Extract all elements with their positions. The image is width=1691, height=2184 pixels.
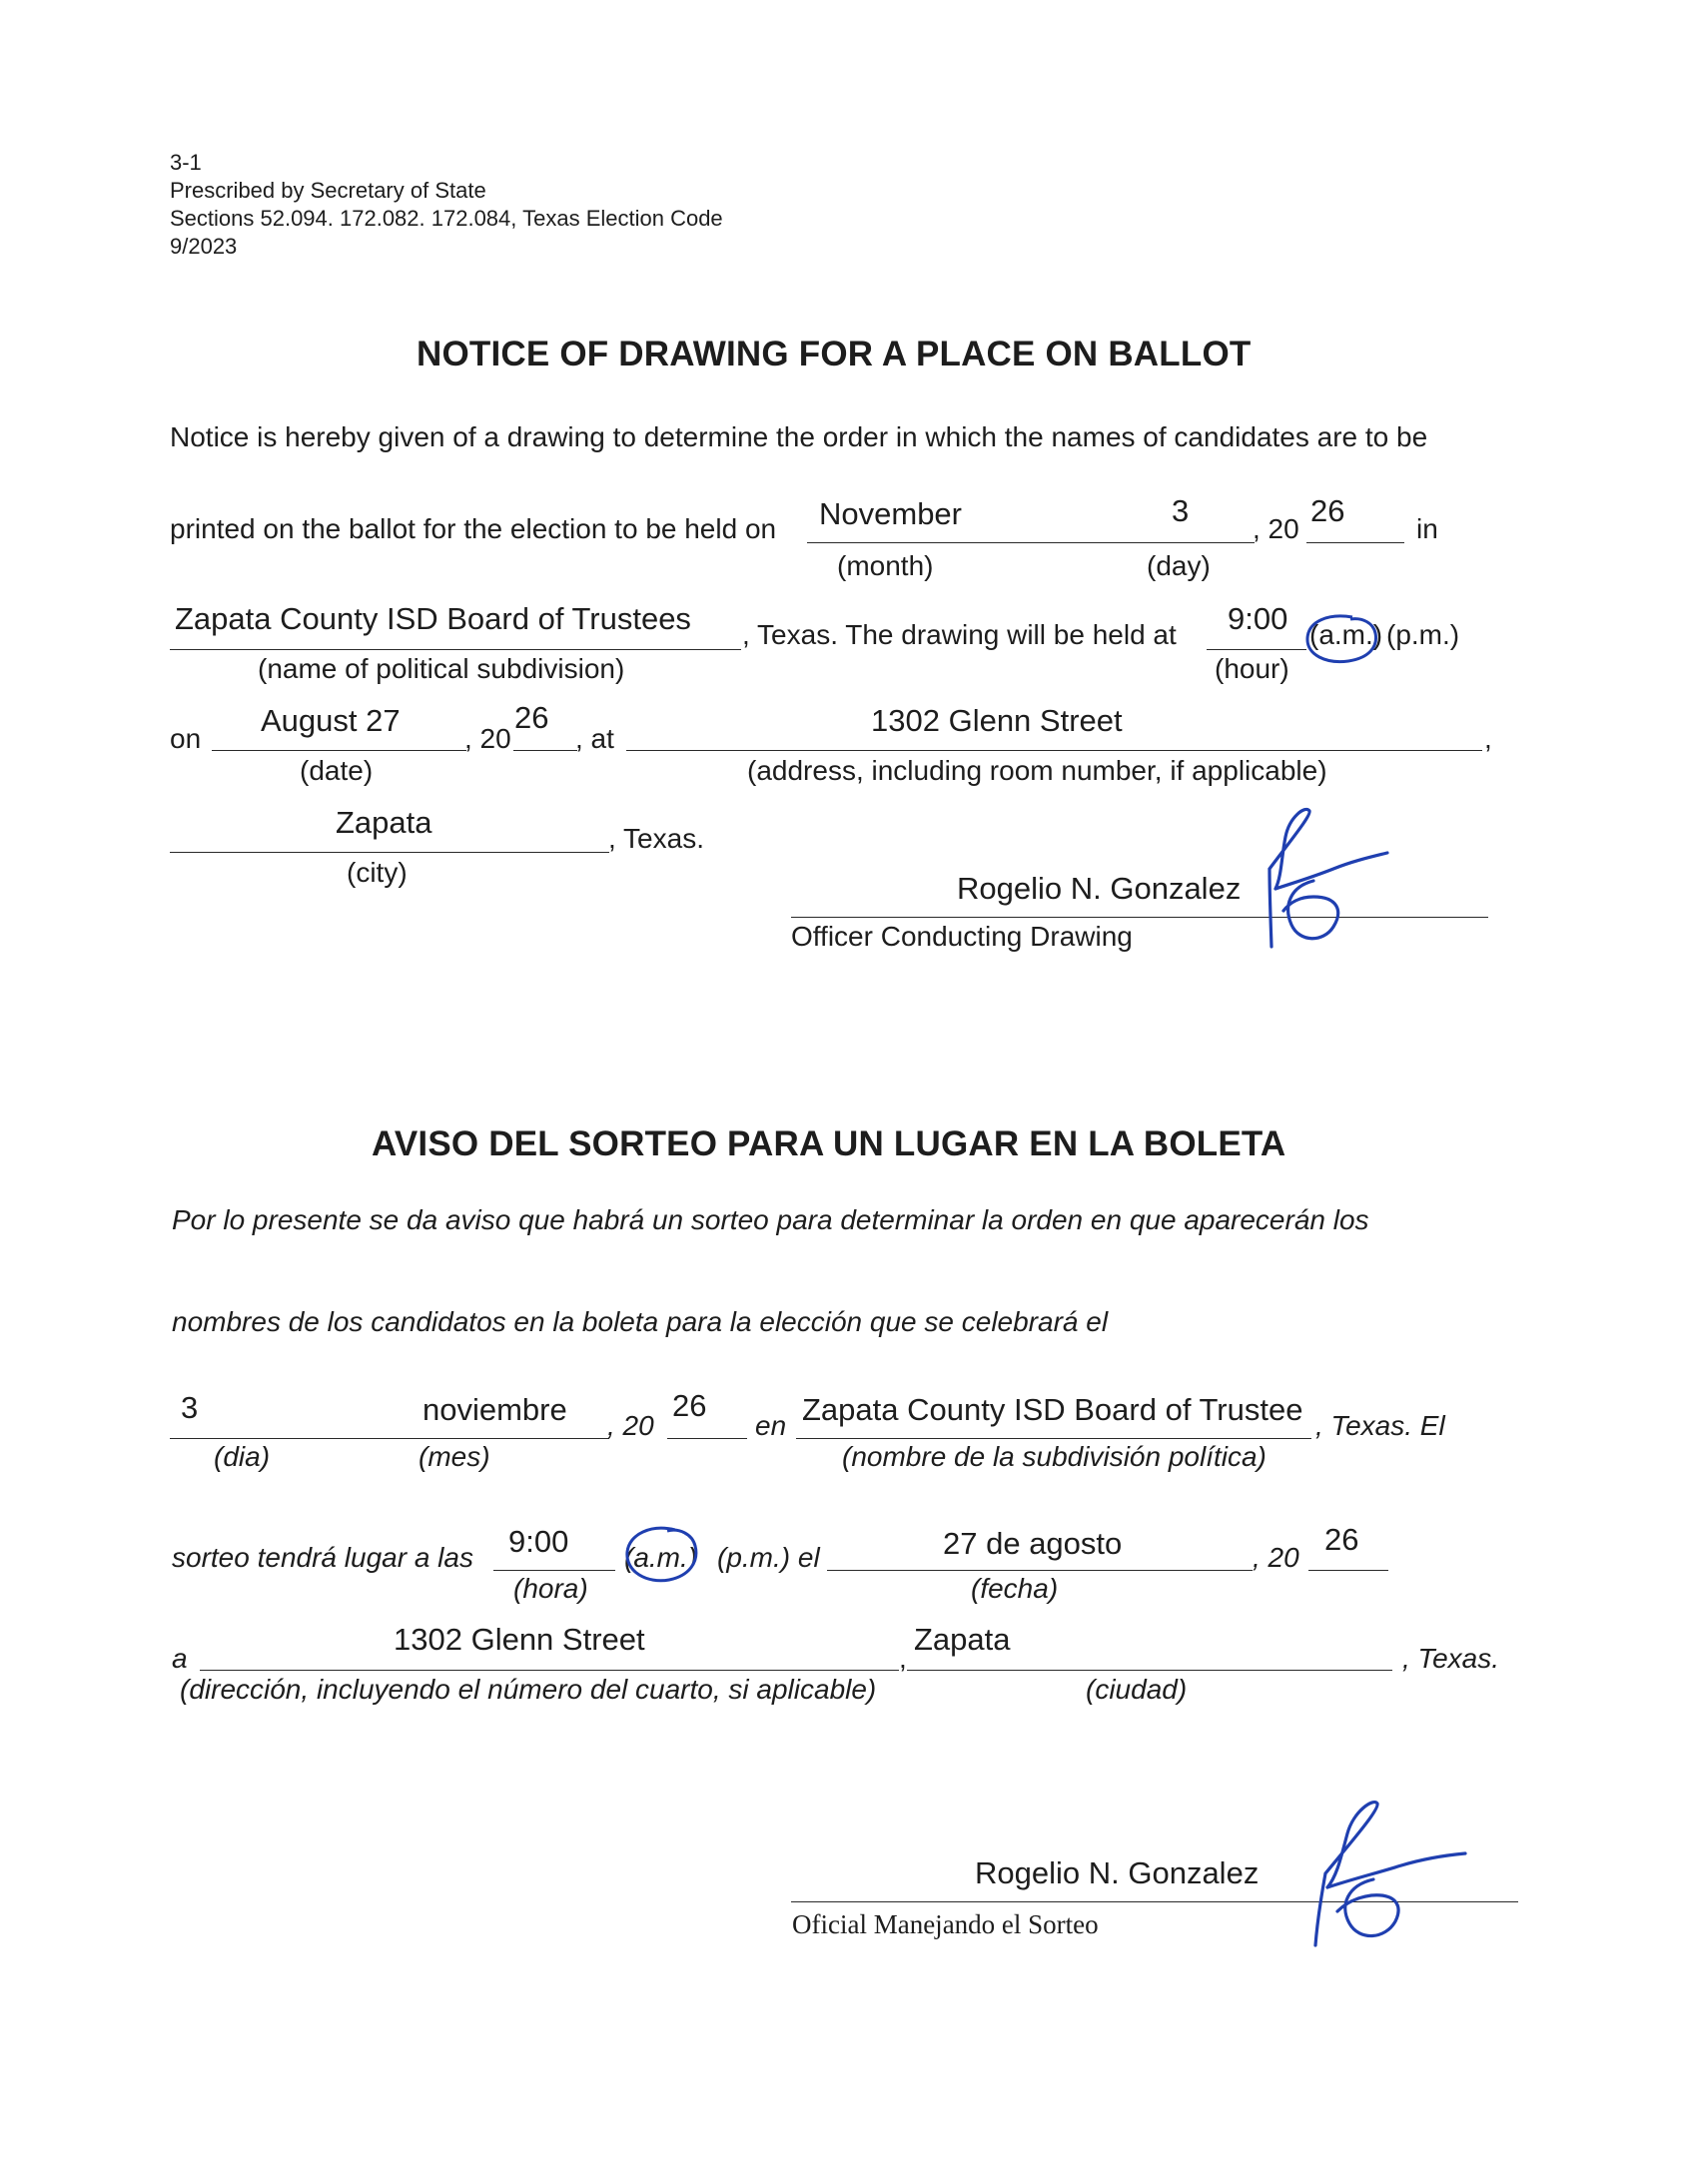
spanish-day-value: 3 <box>181 1390 199 1425</box>
address-comma: , <box>899 1643 907 1674</box>
city-blank <box>170 852 609 853</box>
officer-name: Rogelio N. Gonzalez <box>957 871 1242 906</box>
city-caption: (city) <box>347 857 408 888</box>
officer-signature <box>1254 807 1403 957</box>
am-circle-mark <box>1298 611 1388 669</box>
address-blank <box>626 750 1482 751</box>
subdivision-blank <box>170 649 741 650</box>
en-text: en <box>755 1410 787 1441</box>
spanish-subdivision-value: Zapata County ISD Board of Trustee <box>802 1392 1303 1427</box>
form-number: 3-1 <box>170 150 202 175</box>
spanish-intro-line1: Por lo presente se da aviso que habrá un sorteo para determinar la orden en que aparecerán los <box>172 1204 1369 1235</box>
texas-el-text: , Texas. El <box>1315 1410 1445 1441</box>
spanish-date-value: 27 de agosto <box>943 1526 1123 1561</box>
spanish-subdivision-caption: (nombre de la subdivisión política) <box>842 1441 1267 1472</box>
revision-date: 9/2023 <box>170 234 238 259</box>
drawing-year-value: 26 <box>514 700 549 735</box>
on-text: on <box>170 723 202 754</box>
election-year-value: 26 <box>1310 493 1345 528</box>
a-text: a <box>172 1643 188 1674</box>
trailing-comma: , <box>1484 723 1492 754</box>
spanish-texas-period: , Texas. <box>1402 1643 1500 1674</box>
spanish-subdivision-blank <box>796 1438 1311 1439</box>
spanish-address-value: 1302 Glenn Street <box>394 1622 645 1657</box>
dia-caption: (dia) <box>214 1441 271 1472</box>
spanish-hour-value: 9:00 <box>508 1524 569 1559</box>
spanish-year-value: 26 <box>672 1388 707 1423</box>
spanish-month-value: noviembre <box>423 1392 567 1427</box>
prescribed-by: Prescribed by Secretary of State <box>170 178 486 203</box>
english-title: NOTICE OF DRAWING FOR A PLACE ON BALLOT <box>417 335 1252 373</box>
date-blank <box>212 750 466 751</box>
spanish-city-value: Zapata <box>914 1622 1011 1657</box>
city-value: Zapata <box>336 805 432 840</box>
sorteo-text: sorteo tendrá lugar a las <box>172 1542 473 1573</box>
drawing-address-value: 1302 Glenn Street <box>871 703 1123 738</box>
fecha-caption: (fecha) <box>971 1573 1059 1604</box>
spanish-pm-el-text: (p.m.) el <box>717 1542 820 1573</box>
texas-period: , Texas. <box>608 823 704 854</box>
day-caption: (day) <box>1147 550 1211 581</box>
address-caption: (address, including room number, if applicable) <box>747 755 1327 786</box>
month-caption: (month) <box>837 550 934 581</box>
spanish-title: AVISO DEL SORTEO PARA UN LUGAR EN LA BOLETA <box>372 1124 1286 1163</box>
hour-caption: (hour) <box>1215 653 1289 684</box>
spanish-intro-line2: nombres de los candidatos en la boleta para la elección que se celebrará el <box>172 1306 1109 1337</box>
spanish-address-blank <box>200 1670 899 1671</box>
pm-option: (p.m.) <box>1386 619 1460 650</box>
spanish-comma-20: , 20 <box>607 1410 654 1441</box>
hora-caption: (hora) <box>513 1573 588 1604</box>
spanish-am-option: (a.m.) <box>624 1542 698 1573</box>
at-text: , at <box>575 723 614 754</box>
spanish-officer-signature <box>1303 1800 1473 1949</box>
english-intro-line2: printed on the ballot for the election to be held on <box>170 513 777 544</box>
drawing-date-value: August 27 <box>261 703 401 738</box>
spanish-date-year-blank <box>1308 1570 1388 1571</box>
english-intro-line1: Notice is hereby given of a drawing to determine the order in which the names of candidates are to be <box>170 421 1428 452</box>
election-day-value: 3 <box>1172 493 1190 528</box>
spanish-hour-blank <box>493 1570 615 1571</box>
spanish-day-month-blank <box>170 1438 609 1439</box>
in-text: in <box>1416 513 1438 544</box>
drawing-year-blank <box>513 750 577 751</box>
date-caption: (date) <box>300 755 374 786</box>
officer-caption: Officer Conducting Drawing <box>791 921 1133 952</box>
code-sections: Sections 52.094. 172.082. 172.084, Texas Election Code <box>170 206 723 231</box>
comma-20: , 20 <box>1253 513 1299 544</box>
spanish-address-caption: (dirección, incluyendo el número del cuarto, si aplicable) <box>180 1674 877 1705</box>
comma-20-b: , 20 <box>464 723 511 754</box>
hour-blank <box>1207 649 1306 650</box>
year-blank <box>1306 542 1404 543</box>
spanish-date-year-value: 26 <box>1324 1522 1359 1557</box>
subdivision-caption: (name of political subdivision) <box>258 653 625 684</box>
election-month-value: November <box>819 496 962 531</box>
hour-value: 9:00 <box>1228 601 1288 636</box>
spanish-city-blank <box>907 1670 1392 1671</box>
am-option: (a.m.) <box>1309 619 1383 650</box>
spanish-officer-name: Rogelio N. Gonzalez <box>975 1855 1260 1890</box>
mes-caption: (mes) <box>419 1441 490 1472</box>
spanish-comma-20-b: , 20 <box>1253 1542 1299 1573</box>
month-day-blank <box>807 542 1255 543</box>
ciudad-caption: (ciudad) <box>1086 1674 1188 1705</box>
subdivision-value: Zapata County ISD Board of Trustees <box>175 601 691 636</box>
spanish-date-blank <box>827 1570 1253 1571</box>
spanish-officer-caption: Oficial Manejando el Sorteo <box>792 1909 1099 1939</box>
spanish-year-blank <box>667 1438 747 1439</box>
spanish-am-circle-mark <box>617 1522 707 1588</box>
texas-drawing-text: , Texas. The drawing will be held at <box>742 619 1177 650</box>
